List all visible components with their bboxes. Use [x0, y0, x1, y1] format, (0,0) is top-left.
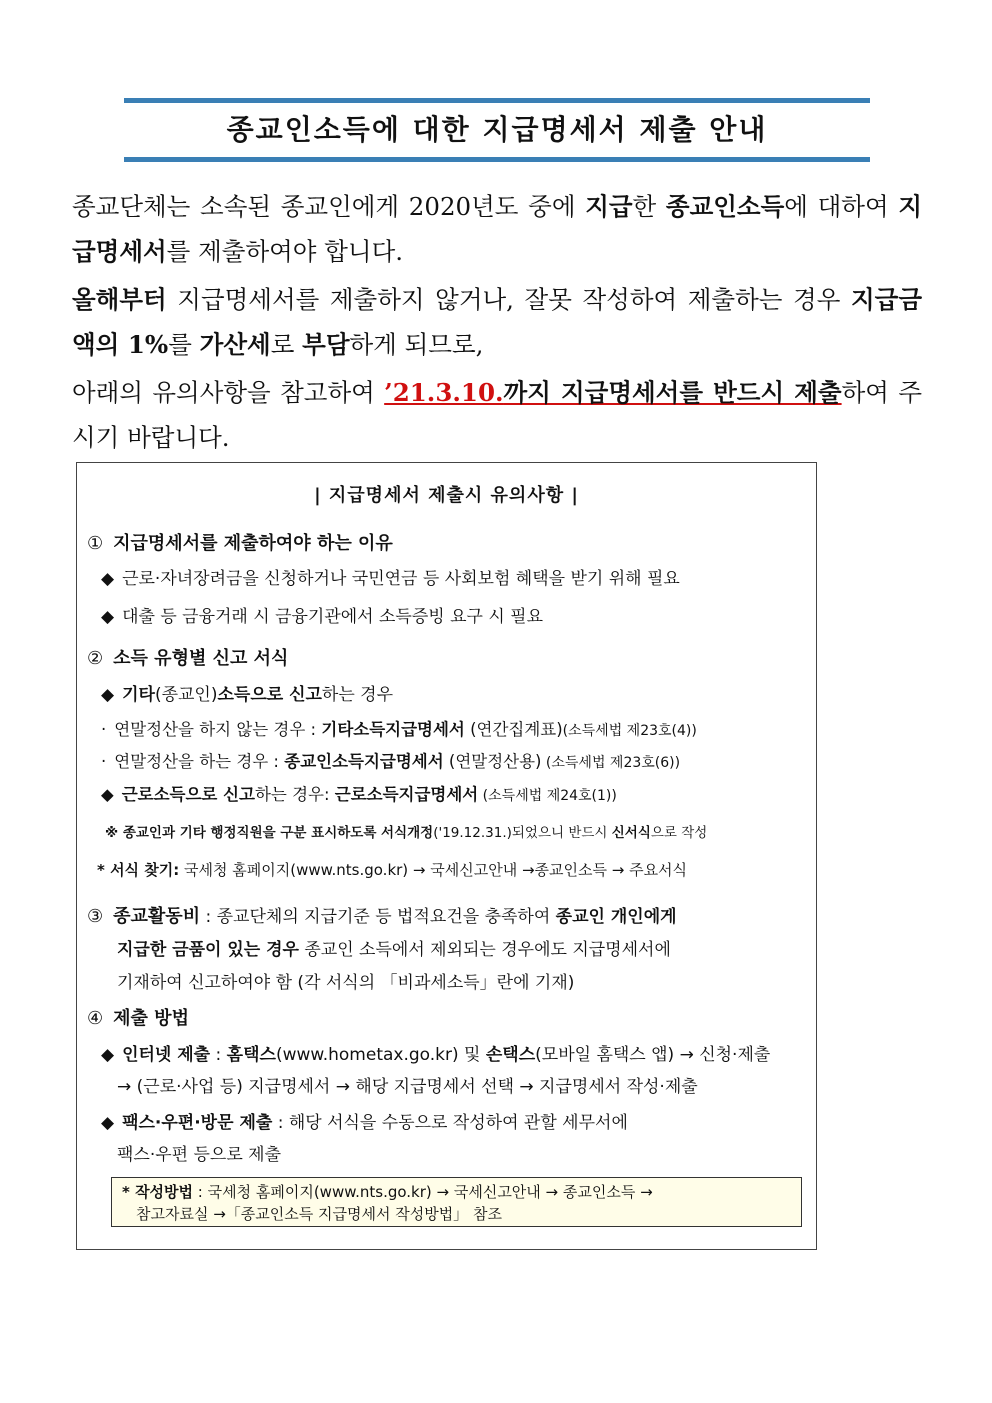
section-3-text-3: 기재하여 신고하여야 함 (각 서식의 「비과세소득」란에 기재)	[117, 973, 575, 993]
section-1-item-1	[101, 564, 680, 589]
text-run: 까지 지급명세서를 반드시 제출	[503, 378, 842, 407]
section-4-bullet-1	[101, 1040, 770, 1065]
diamond-bullet-icon: ◆	[101, 1045, 115, 1065]
section-1-item-1-text: 근로·자녀장려금을 신청하거나 국민연금 등 사회보험 혜택을 받기 위해 필요	[122, 569, 680, 589]
text-run: 한	[632, 192, 666, 221]
section-3-line-2	[117, 935, 671, 960]
detail-2-variant: (연말정산용)	[443, 752, 542, 771]
bullet-2-law: (소득세법 제24호(1))	[478, 788, 617, 804]
detail-1-text: 연말정산을 하지 않는 경우 :	[114, 720, 322, 739]
section-1-number: ①	[87, 533, 104, 554]
section-2-number: ②	[87, 648, 104, 669]
bullet-2-text-b: 하는 경우:	[254, 785, 335, 804]
section-1-heading	[87, 529, 393, 555]
title-banner	[124, 98, 870, 162]
section-4-bullet-2	[101, 1108, 628, 1133]
section-2-note-1	[105, 821, 707, 841]
offline-submit-text: : 해당 서식을 수동으로 작성하여 관할 세무서에	[272, 1113, 628, 1133]
section-4-bullet-2-line-2	[117, 1140, 281, 1165]
text-run: 로	[270, 330, 303, 359]
intro-paragraph-3	[72, 370, 922, 460]
section-3-line-1	[87, 902, 677, 928]
section-2-bullet-2	[101, 781, 617, 805]
bullet-1-text-b: (종교인)	[154, 685, 218, 705]
text-run: 를	[168, 330, 200, 359]
note-1-text: ('19.12.31.)되었으니 반드시	[433, 825, 612, 841]
detail-2-form: 종교인소득지급명세서	[284, 752, 444, 771]
detail-2-law: (소득세법 제23호(6))	[541, 755, 681, 771]
section-1-title: 지급명세서를 제출하여야 하는 이유	[113, 533, 393, 554]
text-run: 지급	[585, 192, 633, 221]
online-submit-path: → (근로·사업 등) 지급명세서 → 해당 지급명세서 선택 → 지급명세서 작성·제출	[117, 1077, 698, 1097]
intro-paragraph-1	[72, 184, 922, 274]
dot-bullet-icon: ·	[101, 720, 107, 739]
detail-2-text: 연말정산을 하는 경우 :	[114, 752, 285, 771]
text-run: 를 제출하여야 합니다.	[166, 237, 404, 266]
text-run: 부담	[302, 330, 350, 359]
text-run: 지급명세서를 제출하지 않거나, 잘못 작성하여 제출하는 경우	[166, 285, 851, 314]
section-3-title: 종교활동비	[113, 906, 201, 927]
note-1-bold-2: 신서식	[611, 825, 651, 841]
text-run: 가산세	[199, 330, 271, 359]
section-3-text-1: : 종교단체의 지급기준 등 법적요건을 충족하여	[200, 907, 556, 927]
section-2-bullet-1	[101, 680, 393, 705]
offline-submit-text-2: 팩스·우편 등으로 제출	[117, 1145, 282, 1165]
howto-box	[111, 1177, 802, 1227]
detail-1-variant: (연간집계표)	[464, 720, 563, 739]
howto-line-2	[122, 1203, 791, 1225]
bullet-2-form: 근로소득지급명세서	[334, 785, 479, 804]
section-3-bold-2: 지급한 금품이 있는 경우	[117, 940, 299, 960]
online-submit-sep: :	[210, 1045, 227, 1065]
section-2-detail-1	[101, 716, 697, 740]
section-3-bold-1: 종교인 개인에게	[555, 907, 677, 927]
diamond-bullet-icon: ◆	[101, 785, 114, 804]
howto-text-1: : 국세청 홈페이지(www.nts.go.kr) → 국세신고안내 → 종교인소득 →	[193, 1183, 653, 1201]
title-bottom-rule	[124, 157, 870, 162]
section-4-bullet-1-line-2	[117, 1072, 698, 1097]
section-2-heading	[87, 644, 288, 670]
section-4-title: 제출 방법	[113, 1008, 189, 1029]
detail-1-form: 기타소득지급명세서	[321, 720, 465, 739]
section-3-number: ③	[87, 906, 104, 927]
text-run: 종교단체는 소속된 종교인에게 2020년도 중에	[72, 192, 586, 221]
offline-submit-label: 팩스·우편·방문 제출	[122, 1113, 273, 1133]
online-submit-label: 인터넷 제출	[122, 1045, 211, 1065]
text-run: 지급명세서	[72, 192, 922, 266]
section-2-detail-2	[101, 748, 680, 772]
hometax-url: (www.hometax.go.kr) 및	[275, 1045, 486, 1065]
section-1-item-2	[101, 602, 543, 627]
note-2-text: 국세청 홈페이지(www.nts.go.kr) → 국세신고안내 →종교인소득 → 주요서식	[179, 861, 688, 879]
page-title: 종교인소득에 대한 지급명세서 제출 안내	[226, 113, 768, 146]
section-4-heading	[87, 1004, 189, 1030]
text-run: 지급금액의 1%	[72, 285, 922, 359]
bullet-1-text-d: 하는 경우	[321, 685, 394, 705]
notice-box	[76, 462, 817, 1250]
section-3-line-3	[117, 968, 574, 993]
section-1-item-2-text: 대출 등 금융거래 시 금융기관에서 소득증빙 요구 시 필요	[122, 607, 544, 627]
section-2-title: 소득 유형별 신고 서식	[113, 648, 289, 669]
detail-1-law: (소득세법 제23호(4))	[562, 723, 697, 739]
text-run: 종교인소득	[665, 192, 785, 221]
note-2-label: * 서식 찾기:	[97, 861, 180, 879]
text-run: 하여 주시기 바랍니다.	[72, 378, 922, 452]
notice-box-title: | 지급명세서 제출시 유의사항 |	[314, 485, 579, 506]
text-run: ’21.3.10.	[384, 378, 504, 407]
diamond-bullet-icon: ◆	[101, 607, 115, 627]
hometax-label: 홈택스	[226, 1045, 276, 1065]
howto-label: * 작성방법	[122, 1183, 194, 1201]
howto-text-2: 참고자료실 →「종교인소득 지급명세서 작성방법」 참조	[136, 1205, 502, 1223]
text-run: 에 대하여	[784, 192, 899, 221]
intro-paragraph-2	[72, 277, 922, 367]
bullet-1-bold-c: 소득으로 신고	[217, 685, 322, 705]
sontax-label: 손택스	[485, 1045, 536, 1065]
note-1-bold: ※ 종교인과 기타 행정직원을 구분 표시하도록 서식개정	[105, 825, 434, 841]
howto-line-1	[122, 1181, 791, 1203]
diamond-bullet-icon: ◆	[101, 569, 115, 589]
text-run: 하게 되므로,	[349, 330, 484, 359]
section-2-note-2	[97, 859, 687, 880]
section-3-text-2: 종교인 소득에서 제외되는 경우에도 지급명세서에	[298, 940, 671, 960]
note-1-tail: 으로 작성	[650, 825, 708, 841]
text-run: 올해부터	[72, 285, 167, 314]
dot-bullet-icon: ·	[101, 752, 107, 771]
bullet-2-bold-a: 근로소득으로 신고	[121, 785, 255, 804]
sontax-text: (모바일 홈택스 앱) → 신청·제출	[535, 1045, 771, 1065]
text-run: 아래의 유의사항을 참고하여	[72, 378, 385, 407]
bullet-1-bold-a: 기타	[122, 685, 155, 705]
section-4-number: ④	[87, 1008, 104, 1029]
diamond-bullet-icon: ◆	[101, 685, 115, 705]
diamond-bullet-icon: ◆	[101, 1113, 115, 1133]
